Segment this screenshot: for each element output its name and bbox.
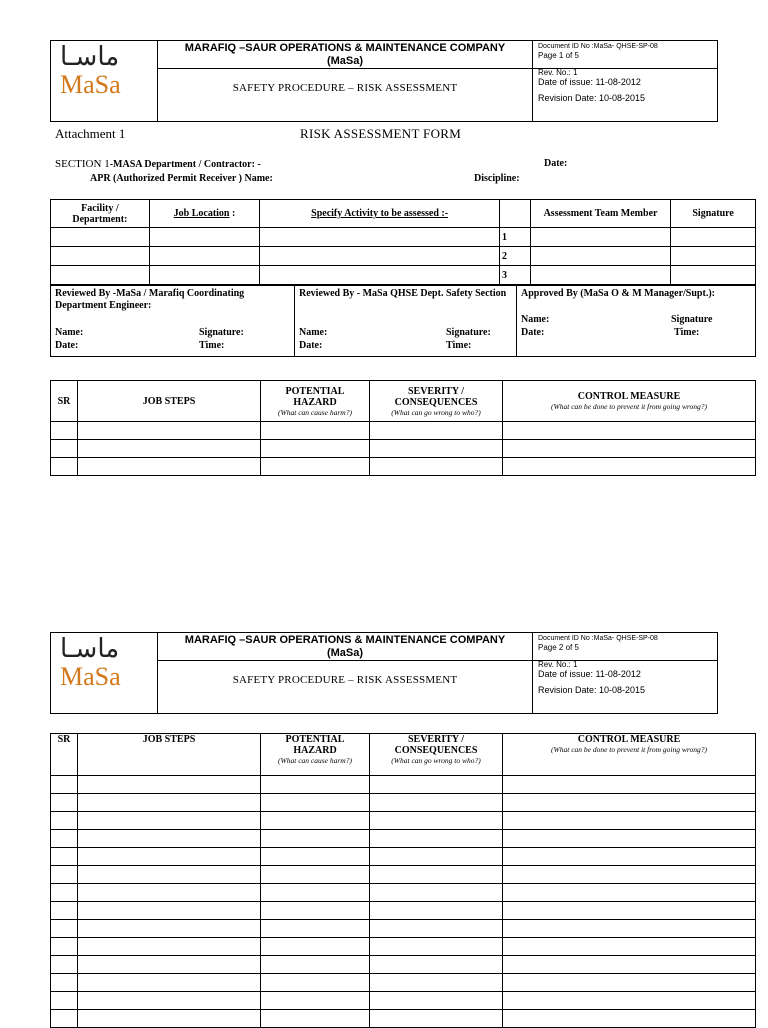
steps-table-page2 (50, 733, 756, 1028)
table-row (51, 812, 756, 830)
table-row (51, 884, 756, 902)
job-steps-header: JOB STEPS (78, 381, 261, 422)
team-member-header: Assessment Team Member (530, 200, 670, 228)
date-of-issue: Date of issue: 11-08-2012 (538, 669, 641, 679)
page1-header (50, 40, 718, 122)
table-row (51, 902, 756, 920)
table-row (51, 974, 756, 992)
attachment-label: Attachment 1 (55, 126, 126, 141)
table-row (51, 938, 756, 956)
company-name: MARAFIQ –SAUR OPERATIONS & MAINTENANCE COMPANY (MaSa) (184, 634, 506, 659)
signature-header: Signature (671, 200, 756, 228)
sr-header: SR (51, 381, 78, 422)
review-col1-title: Reviewed By -MaSa / Marafiq Coordinating Department Engineer: (55, 288, 245, 311)
table-row (51, 848, 756, 866)
revision-date: Revision Date: 10-08-2015 (538, 685, 646, 695)
rev-no: Rev. No.: 1 (538, 660, 578, 669)
severity-header: SEVERITY / CONSEQUENCES (What can go wrong to who?) (370, 381, 503, 422)
severity-header: SEVERITY / CONSEQUENCES (What can go wrong to who?) (370, 734, 503, 776)
logo-arabic: ماسـا (60, 634, 120, 664)
discipline-label: Discipline: (474, 173, 520, 184)
section-line: SECTION 1-MASA Department / Contractor: - (55, 158, 261, 170)
page-number: Page 2 of 5 (538, 643, 579, 652)
table-row (51, 830, 756, 848)
table-row (51, 776, 756, 794)
revision-date: Revision Date: 10-08-2015 (538, 93, 646, 103)
review-col2-title: Reviewed By - MaSa QHSE Dept. Safety Section (299, 288, 507, 299)
control-header: CONTROL MEASURE (What can be done to prevent it from going wrong?) (503, 734, 756, 776)
date-label: Date: (544, 158, 568, 169)
page-number: Page 1 of 5 (538, 51, 579, 60)
table-row (51, 794, 756, 812)
table-row (51, 458, 756, 476)
steps-table-page1 (50, 380, 756, 476)
table-row: 2 (51, 247, 756, 266)
hazard-header: POTENTIAL HAZARD (What can cause harm?) (261, 734, 370, 776)
apr-label: APR (Authorized Permit Receiver ) Name: (90, 173, 273, 184)
doc-id: Document ID No :MaSa- QHSE-SP-08 (538, 635, 658, 642)
table-row (51, 866, 756, 884)
team-table (50, 199, 756, 285)
table-row: 3 (51, 266, 756, 285)
activity-header: Specify Activity to be assessed :- (260, 200, 500, 228)
masa-logo (50, 632, 158, 714)
logo-arabic: ماسـا (60, 42, 120, 72)
table-row (51, 440, 756, 458)
page2-header (50, 632, 718, 714)
table-row (51, 1010, 756, 1028)
facility-header: Facility / Department: (51, 200, 150, 228)
logo-text: MaSa (60, 662, 121, 691)
job-location-header: Job Location : (149, 200, 260, 228)
logo-text: MaSa (60, 70, 121, 99)
sr-header: SR (51, 734, 78, 776)
table-row (51, 956, 756, 974)
doc-id: Document ID No :MaSa- QHSE-SP-08 (538, 43, 658, 50)
hazard-header: POTENTIAL HAZARD (What can cause harm?) (261, 381, 370, 422)
table-row (51, 422, 756, 440)
form-title: RISK ASSESSMENT FORM (300, 126, 462, 141)
table-row (51, 992, 756, 1010)
job-steps-header: JOB STEPS (78, 734, 261, 776)
control-header: CONTROL MEASURE (What can be done to prevent it from going wrong?) (503, 381, 756, 422)
review-col3-title: Approved By (MaSa O & M Manager/Supt.): (521, 288, 715, 299)
masa-logo (50, 40, 158, 122)
table-row (51, 920, 756, 938)
table-row: 1 (51, 228, 756, 247)
procedure-title: SAFETY PROCEDURE – RISK ASSESSMENT (232, 82, 458, 94)
company-name: MARAFIQ –SAUR OPERATIONS & MAINTENANCE COMPANY (MaSa) (184, 42, 506, 67)
rev-no: Rev. No.: 1 (538, 68, 578, 77)
date-of-issue: Date of issue: 11-08-2012 (538, 77, 641, 87)
procedure-title: SAFETY PROCEDURE – RISK ASSESSMENT (232, 674, 458, 686)
